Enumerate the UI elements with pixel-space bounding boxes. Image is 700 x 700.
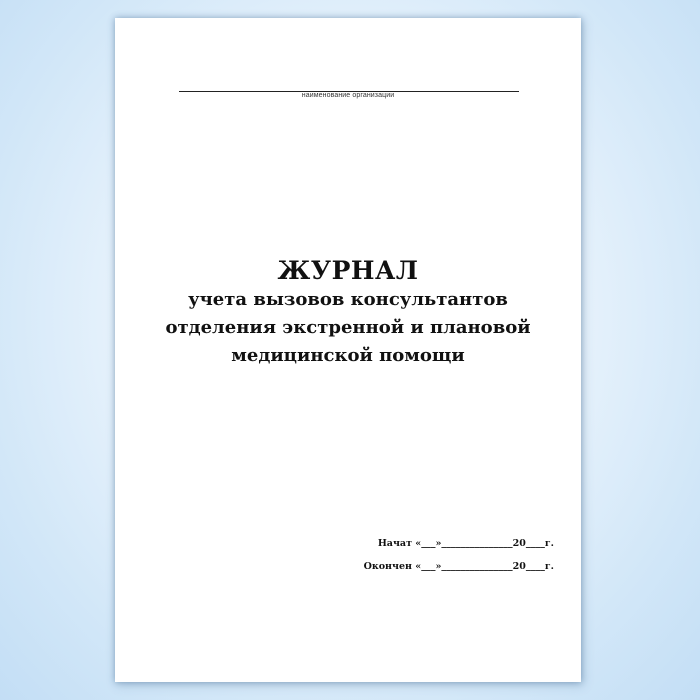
journal-title: ЖУРНАЛ [277,256,419,285]
organization-caption: наименование организации [301,92,395,99]
title-block [115,256,581,370]
subtitle-line-2: отделения экстренной и плановой [165,317,531,338]
started-date-line: Начат «___»_______________20____г. [377,538,554,549]
subtitle-line-3: медицинской помощи [231,345,465,366]
journal-cover-page [115,18,581,682]
ended-date-line: Окончен «___»_______________20____г. [363,561,554,572]
subtitle-line-1: учета вызовов консультантов [188,289,508,310]
